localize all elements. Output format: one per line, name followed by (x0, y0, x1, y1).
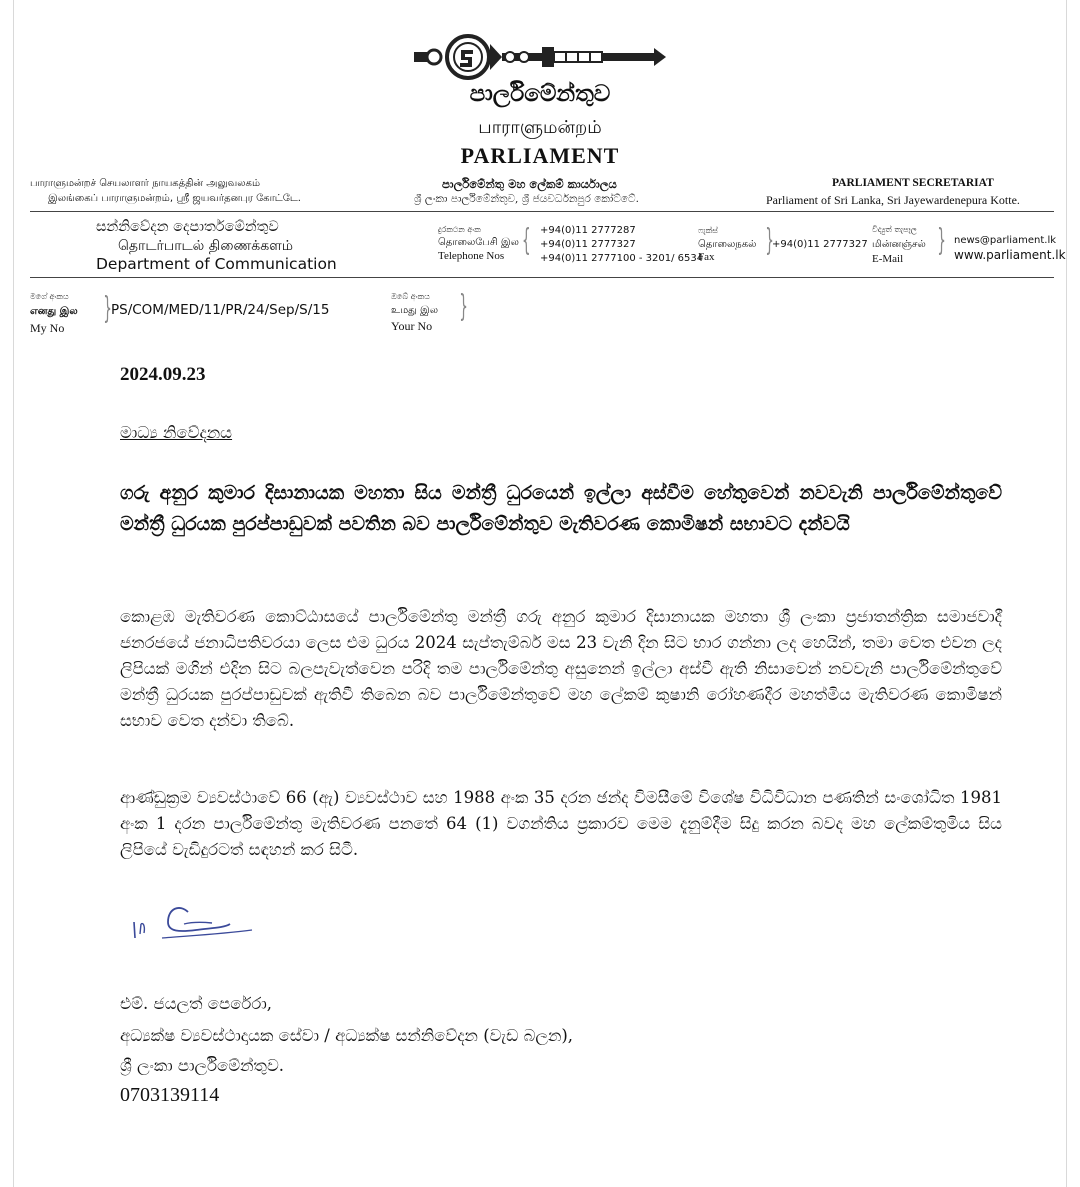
parliament-mace-logo (410, 30, 672, 84)
secretariat-english-line1: PARLIAMENT SECRETARIAT (832, 177, 994, 189)
signatory-name: එම්. ජයලත් පෙරේරා, (120, 994, 273, 1013)
department-name-english: Department of Communication (96, 255, 337, 273)
body-paragraph-2: ආණ්ඩුක්‍රම ව්‍යවස්ථාවේ 66 (ඇ) ව්‍යවස්ථාව සහ 1988 අංක 35 දරන ඡන්ද විමසීමේ විශේෂ විධිවිධාන පණතින් සංශෝධිත 1981 අංක 1 දරන පාර්ලිමේන්තු මැතිවරණ පනතේ 64 (1) වගන්තිය ප්‍රකාරව මෙම දැනුම්දීම සිදු කරන බවද මහ ලේකම්තුමිය සිය ලිපියේ වැඩිදුරටත් සඳහන් කර සිටී. (120, 788, 1002, 859)
email-label-english: E-Mail (872, 253, 904, 265)
signatory-phone: 0703139114 (120, 1084, 220, 1106)
release-date: 2024.09.23 (120, 364, 206, 385)
letter-page (14, 0, 1066, 1187)
my-no-brace: { (103, 291, 112, 326)
secretariat-sinhala-line1: පාර්ලිමේන්තු මහ ලේකම් කාර්යාලය (442, 177, 617, 191)
handwritten-signature (126, 900, 256, 950)
email-brace: { (937, 223, 946, 258)
signatory-organization: ශ්‍රී ලංකා පාර්ලිමේන්තුව. (120, 1056, 285, 1075)
fax-label-sinhala: ෆැක්ස් (698, 226, 718, 235)
parliament-name-sinhala: පාර්ලිමේන්තුව (469, 80, 611, 107)
department-name-sinhala: සන්නිවේදන දෙපාර්තමේන්තුව (96, 219, 279, 235)
telephone-number-1: +94(0)11 2777287 (540, 225, 636, 236)
my-no-label-tamil: எனது இல (30, 306, 78, 317)
fax-number: +94(0)11 2777327 (772, 239, 868, 250)
media-release-heading: මාධ්‍ය නිවේදනය (120, 423, 233, 442)
fax-label-tamil: தொலைநகல் (698, 239, 757, 250)
department-name-tamil: தொடர்பாடல் திணைக்களம் (118, 238, 294, 254)
telephone-label-english: Telephone Nos (438, 250, 505, 262)
body-paragraph-1: කොළඹ මැතිවරණ කොට්ඨාසයේ පාර්ලිමේන්තු මන්ත්‍රී ගරු අනුර කුමාර දිසානායක මහතා ශ්‍රී ලංකා ප්‍රජාතන්ත්‍රික සමාජවාදී ජනරජයේ ජනාධිපතිවරයා ලෙස එම ධුරය 2024 සැප්තැම්බර් මස 23 වැනි දින සිට භාර ගන්නා ලද හෙයින්, තමා වෙත එවන ලද ලිපියක් මගින් එදින සිට බලපැවැත්වෙන පරිදි තම පාර්ලිමේන්තු අසුනෙන් ඉල්ලා අස්වී ඇති නිසාවෙන් නවවැනි පාර්ලිමේන්තුවේ මන්ත්‍රී ධුරයක පුරප්පාඩුවක් ඇතිවී තිබෙන බව පාර්ලිමේන්තුවේ මහ ලේකම් කුෂානි රෝහණදීර මහත්මිය මැතිවරණ කොමිෂන් සභාව වෙත දන්වා තිබේ. (120, 607, 1002, 730)
my-no-label-sinhala: මගේ අංකය (30, 292, 69, 301)
header-divider-bottom (30, 277, 1054, 278)
email-label-sinhala: විද්‍යුත් තැපෑල (872, 225, 917, 234)
your-no-brace: { (459, 289, 468, 324)
release-title: ගරු අනුර කුමාර දිසානායක මහතා සිය මන්ත්‍රී ධුරයෙන් ඉල්ලා අස්වීම හේතුවෙන් නවවැනි පාර්ලිමේන්තුවේ මන්ත්‍රී ධුරයක පුරප්පාඩුවක් පවතින බව පාර්ලිමේන්තුව මැතිවරණ කොමිෂන් සභාවට දන්වයි (120, 482, 1002, 535)
signatory-title: අධ්‍යක්ෂ ව්‍යවස්ථාදායක සේවා / අධ්‍යක්ෂ සන්නිවේදන (වැඩ බලන), (120, 1026, 574, 1045)
secretariat-tamil-line2: இலங்கைப் பாராளுமன்றம், ஸ்ரீ ஜயவர்தனபுர கோட்டே. (48, 193, 301, 204)
secretariat-english-line2: Parliament of Sri Lanka, Sri Jayewardenepura Kotte. (766, 193, 1020, 207)
page-edge-right (1066, 0, 1067, 1187)
header-divider-top (30, 211, 1054, 212)
website-address: www.parliament.lk (954, 248, 1066, 262)
fax-brace: { (765, 223, 774, 258)
your-no-label-english: Your No (391, 319, 433, 333)
my-no-value: PS/COM/MED/11/PR/24/Sep/S/15 (111, 302, 330, 318)
telephone-label-sinhala: දුරකථන අංක (438, 225, 481, 234)
secretariat-tamil-line1: பாராளுமன்றச் செயலாளர் நாயகத்தின் அலுவலகம் (30, 178, 260, 189)
your-no-label-tamil: உமது இல (391, 305, 438, 316)
email-address: news@parliament.lk (954, 235, 1057, 246)
my-no-label-english: My No (30, 321, 65, 335)
telephone-number-3: +94(0)11 2777100 - 3201/ 6534 (540, 253, 704, 264)
fax-label-english: Fax (698, 251, 715, 263)
parliament-name-english: PARLIAMENT (460, 143, 620, 168)
telephone-number-2: +94(0)11 2777327 (540, 239, 636, 250)
your-no-label-sinhala: ඔබේ අංකය (391, 292, 430, 301)
telephone-brace: { (522, 223, 531, 258)
secretariat-sinhala-line2: ශ්‍රී ලංකා පාර්ලිමේන්තුව, ශ්‍රී ජයවර්ධනපුර කෝට්ටේ. (414, 193, 639, 205)
telephone-label-tamil: தொலைபேசி இல (438, 237, 519, 248)
parliament-name-tamil: பாராளுமன்றம் (478, 117, 602, 138)
email-label-tamil: மின்னஞ்சல் (872, 239, 926, 250)
